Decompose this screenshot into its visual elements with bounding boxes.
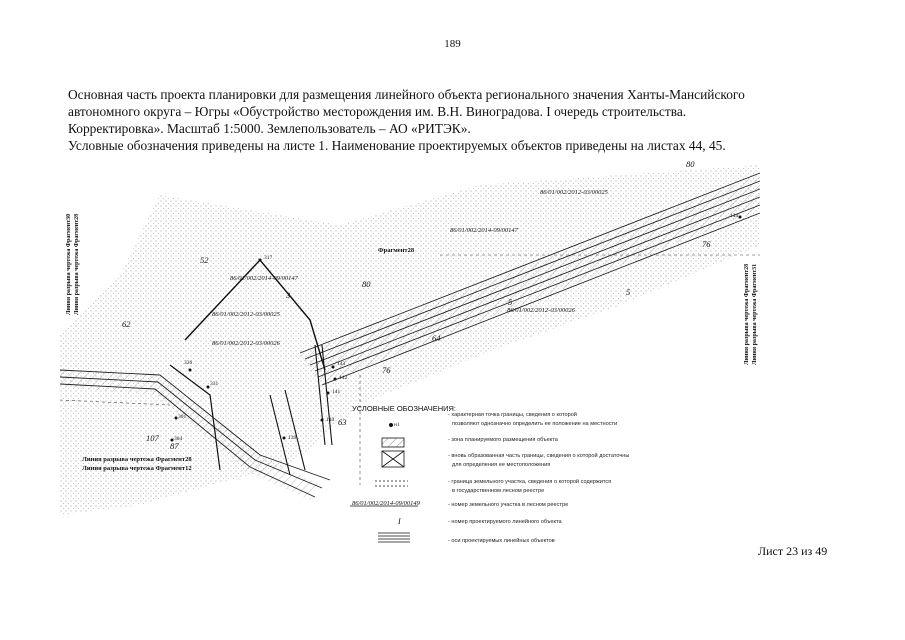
page-number: 189 — [444, 38, 461, 50]
quarter-number: 5 — [626, 287, 631, 297]
quarter-number: 76 — [382, 365, 391, 375]
break-line-label: Линия разрыва чертежа Фрагмент28 — [74, 213, 80, 315]
point-number: 331 — [210, 381, 219, 387]
legend-item: для определения ее местоположения — [452, 462, 551, 468]
quarter-number: 3 — [286, 290, 291, 300]
fragment-label: Фрагмент28 — [378, 247, 415, 254]
parcel-label: 86/01/002/2014-09/00147 — [230, 275, 298, 282]
legend-item: - характерная точка границы, сведения о которой — [448, 412, 577, 418]
quarter-number: 107 — [146, 433, 159, 443]
point-number: 326 — [184, 360, 193, 366]
point-number: 142 — [339, 375, 348, 381]
quarter-number: 64 — [432, 333, 441, 343]
quarter-number: 80 — [686, 159, 695, 169]
heading-line: автономного округа – Югры «Обустройство месторождения им. В.Н. Виноградова. I очередь строительства. — [68, 104, 687, 119]
quarter-number: 5 — [508, 297, 513, 307]
quarter-number: 62 — [122, 319, 131, 329]
legend-title: УСЛОВНЫЕ ОБОЗНАЧЕНИЯ: — [352, 404, 457, 413]
parcel-label: 86/01/002/2014-09/00147 — [450, 227, 518, 234]
heading-line: Условные обозначения приведены на листе 1. Наименование проектируемых объектов приведены на листах 44, 45. — [68, 138, 726, 153]
heading-line: Основная часть проекта планировки для размещения линейного объекта регионального значения Ханты-Мансийского — [68, 87, 745, 102]
break-line-label: Линия разрыва чертежа Фрагмент28 — [82, 456, 192, 463]
legend-item: - граница земельного участка, сведения о которой содержится — [448, 479, 612, 485]
point-number: 141 — [332, 389, 341, 395]
legend-item: - номер земельного участка в лесном реестре — [448, 502, 569, 508]
parcel-label: 86/01/002/2012-03/00026 — [212, 340, 280, 347]
quarter-number: 63 — [338, 417, 347, 427]
break-line-label: Линия разрыва чертежа Фрагмент12 — [82, 465, 192, 472]
point-number: 139 — [288, 435, 297, 441]
break-line-label: Линия разрыва чертежа Фрагмент31 — [752, 263, 758, 365]
legend-item: - номер проектируемого линейного объекта — [448, 519, 562, 525]
document-heading — [68, 86, 828, 154]
legend-item: - вновь образованная часть границы, сведения о которой достаточны — [448, 453, 630, 459]
legend-item: - зона планируемого размещения объекта — [448, 437, 558, 443]
legend-item: в государственном лесном реестре — [452, 488, 545, 494]
parcel-label: 86/01/002/2012-03/00026 — [507, 307, 575, 314]
quarter-number: 76 — [702, 239, 711, 249]
break-line-label: Линия разрыва чертежа Фрагмент30 — [66, 213, 72, 315]
point-number: 304 — [174, 436, 183, 442]
legend-item: позволяют однозначно определить ее положение на местности — [452, 421, 618, 427]
heading-line: Корректировка». Масштаб 1:5000. Землепользователь – АО «РИТЭК». — [68, 121, 471, 136]
point-number: 140 — [326, 417, 335, 423]
point-number: 301 — [178, 414, 187, 420]
point-number: 317 — [264, 255, 273, 261]
legend-point-symbol: н1 — [394, 422, 400, 428]
quarter-number: 52 — [200, 255, 209, 265]
legend-object-sample: I — [398, 517, 401, 526]
parcel-label: 86/01/002/2012-03/00025 — [540, 189, 608, 196]
point-number: 144 — [730, 213, 739, 219]
parcel-label: 86/01/002/2012-03/00025 — [212, 311, 280, 318]
break-line-label: Линия разрыва чертежа Фрагмент28 — [744, 263, 750, 365]
quarter-number: 87 — [170, 441, 179, 451]
legend-item: - оси проектируемых линейных объектов — [448, 538, 555, 544]
legend-parcel-sample: 86/01/002/2014-09/00149 — [352, 500, 420, 507]
point-number: 143 — [337, 361, 346, 367]
drawing-graphics — [60, 155, 780, 550]
planning-drawing — [60, 155, 780, 550]
quarter-number: 80 — [362, 279, 371, 289]
sheet-number: Лист 23 из 49 — [758, 544, 828, 558]
